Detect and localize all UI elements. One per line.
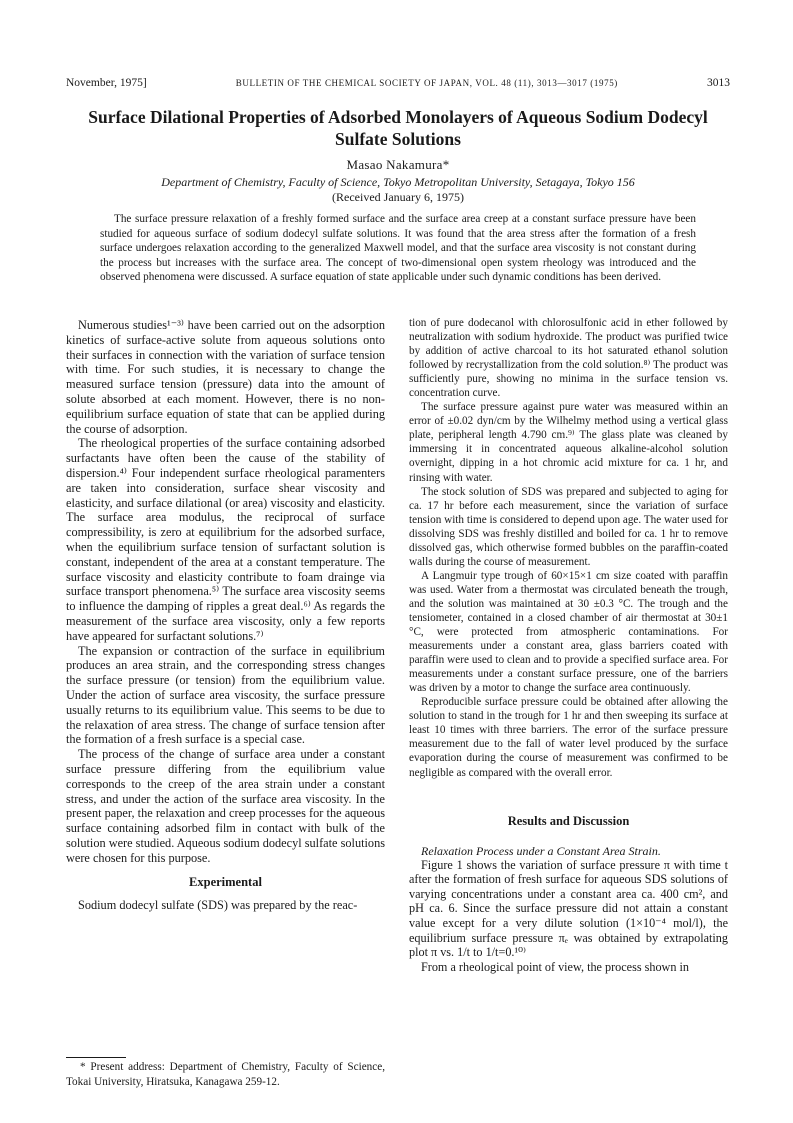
results-subheading: Relaxation Process under a Constant Area Strain.	[421, 843, 661, 858]
paper-author: Masao Nakamura*	[346, 157, 450, 172]
header-date: November, 1975]	[66, 77, 147, 89]
abstract-text: The surface pressure relaxation of a freshly formed surface and the surface area creep at a constant surface pressure have been studied for aqueous surface of sodium dodecyl sulfate solutions. It was found that the area stress after the formation of a fresh surface undergoes relaxation according to the generalized Maxwell model, and that the surface area viscosity is not constant during the process but increases with the surface area. The concept of two-dimensional open system rheology was introduced and the observed phenomena were discussed. A surface equation of state applicable under such dynamic conditions has been derived.	[100, 213, 696, 283]
abstract	[100, 212, 696, 285]
paper-title: Surface Dilational Properties of Adsorbed Monolayers of Aqueous Sodium Dodecyl Sulfate Solutions	[88, 107, 708, 149]
running-header	[66, 77, 730, 89]
received-date: (Received January 6, 1975)	[332, 190, 464, 204]
results-heading: Results and Discussion	[507, 813, 630, 828]
intro-paragraph: Numerous studies¹⁻³⁾ have been carried out on the adsorption kinetics of surface-active solute from aqueous solutions onto their surfaces in connection with the variation of surface tension with time. For such studies, it is necessary to change the measured surface tension (pressure) data into the amount of solute absorbed at each moment. However, there is no non-equilibrium surface equation of state that can be applied during the course of adsorption.	[66, 318, 385, 436]
experimental-paragraph: A Langmuir type trough of 60×15×1 cm size coated with paraffin was used. Water from a thermostat was circulated beneath the trough, and the solution was maintained at 30 ±0.3 °C. The trough and the tensiometer, contained in a closed chamber of air thermostat at 30±1 °C, were protected from atmospheric contaminations. For measurements under a constant area, glass barriers coated with paraffin were used to clean and to provide a specified surface area. For measurements under a constant surface pressure, one of the barriers was driven by a motor to change the surface area continuously.	[409, 569, 728, 695]
header-page-number: 3013	[707, 77, 730, 89]
experimental-paragraph: The stock solution of SDS was prepared and subjected to aging for ca. 17 hr before each measurement, since the variation of surface tension with time is considered to depend upon age. The water used for dissolving SDS was freshly distilled and boiled for ca. 1 hr to remove dissolved gas, which otherwise formed bubbles on the paraffin-coated walls during the course of measurement.	[409, 485, 728, 568]
left-column	[66, 318, 385, 913]
right-column	[409, 316, 728, 974]
results-paragraph: From a rheological point of view, the process shown in	[421, 959, 689, 974]
experimental-paragraph: Reproducible surface pressure could be obtained after allowing the solution to stand in the trough for 1 hr and then sweeping its surface at least 10 times with three barriers. The error of the surface pressure measurement due to the fall of water level produced by the surface evaporation during the course of measurement was confirmed to be negligible as compared with the overall error.	[409, 696, 728, 779]
footnote-rule	[66, 1057, 126, 1058]
footnote: * Present address: Department of Chemistry, Faculty of Science, Tokai University, Hiratsuka, Kanagawa 259-12.	[66, 1061, 385, 1088]
intro-paragraph: The rheological properties of the surface containing adsorbed surfactants have often been the cause of the stability of dispersion.⁴⁾ Four independent surface rheological paramenters are taken into consideration, surface shear viscosity and elasticity, and surface dilational (or area) viscosity and elasticity. The surface area modulus, the reciprocal of surface compressibility, is zero at equilibrium for the adsorbed surface, when the equilibrium surface tension of surfactant solution is constant, independent of the area at a constant temperature. The surface viscosity and elasticity contribute to foam drainge via surface transport phenomena.⁵⁾ The surface area viscosity seems to influence the damping of ripples a great deal.⁶⁾ As regards the measurement of the surface area viscosity, only a few reports have appeared for surfactant solutions.⁷⁾	[66, 436, 385, 643]
results-paragraph: Figure 1 shows the variation of surface pressure π with time t after the formation of fresh surface for aqueous SDS solutions of varying concentrations under a constant area ca. 400 cm², and pH ca. 6. Since the surface pressure did not attain a constant value except for a very dilute solution (1×10⁻⁴ mol/l), the equilibrium surface pressure πₑ was obtained by extrapolating plot π vs. 1/t to 1/t=0.¹⁰⁾	[409, 857, 728, 960]
intro-paragraph: The expansion or contraction of the surface in equilibrium produces an area strain, and the corresponding stress changes the surface pressure (or tension) from the equilibrium value. Under the action of surface area viscosity, the surface pressure usually returns to its equilibrium value. This seems to be due to the relaxation of area stress. The change of surface tension after the formation of a fresh surface is a special case.	[66, 643, 385, 747]
experimental-heading: Experimental	[189, 875, 262, 890]
paper-affiliation: Department of Chemistry, Faculty of Science, Tokyo Metropolitan University, Setagaya, Tokyo 156	[161, 175, 635, 189]
experimental-paragraph: tion of pure dodecanol with chlorosulfonic acid in ether followed by neutralization with sodium hydroxide. The product was purified twice by addition of active charcoal to its hot saturated ethanol solution followed by recrystallization from the cold solution.⁸⁾ The product was sufficiently pure, showing no minima in the surface tension vs. concentration curve.	[409, 317, 728, 400]
header-journal: BULLETIN OF THE CHEMICAL SOCIETY OF JAPAN, VOL. 48 (11), 3013—3017 (1975)	[235, 78, 618, 88]
intro-paragraph: The process of the change of surface area under a constant surface pressure differing from the equilibrium value corresponds to the creep of the area strain under a constant stress, and under the action of the surface area viscosity. In the present paper, the relaxation and creep processes for the aqueous surface containing adsorbed film in contact with bulk of the solution were studied. Aqueous sodium dodecyl sulfate solutions were chosen for this purpose.	[66, 747, 386, 865]
experimental-paragraph: Sodium dodecyl sulfate (SDS) was prepared by the reac-	[78, 898, 358, 913]
experimental-paragraph: The surface pressure against pure water was measured within an error of ±0.02 dyn/cm by the Wilhelmy method using a vertical glass plate, peripheral length 4.790 cm.⁹⁾ The glass plate was cleaned by immersing it in concentrated aqueous alkaline-alcohol solution overnight, dipping in a hot chromic acid mixture for ca. 1 hr, and rinsing with water.	[409, 401, 728, 484]
